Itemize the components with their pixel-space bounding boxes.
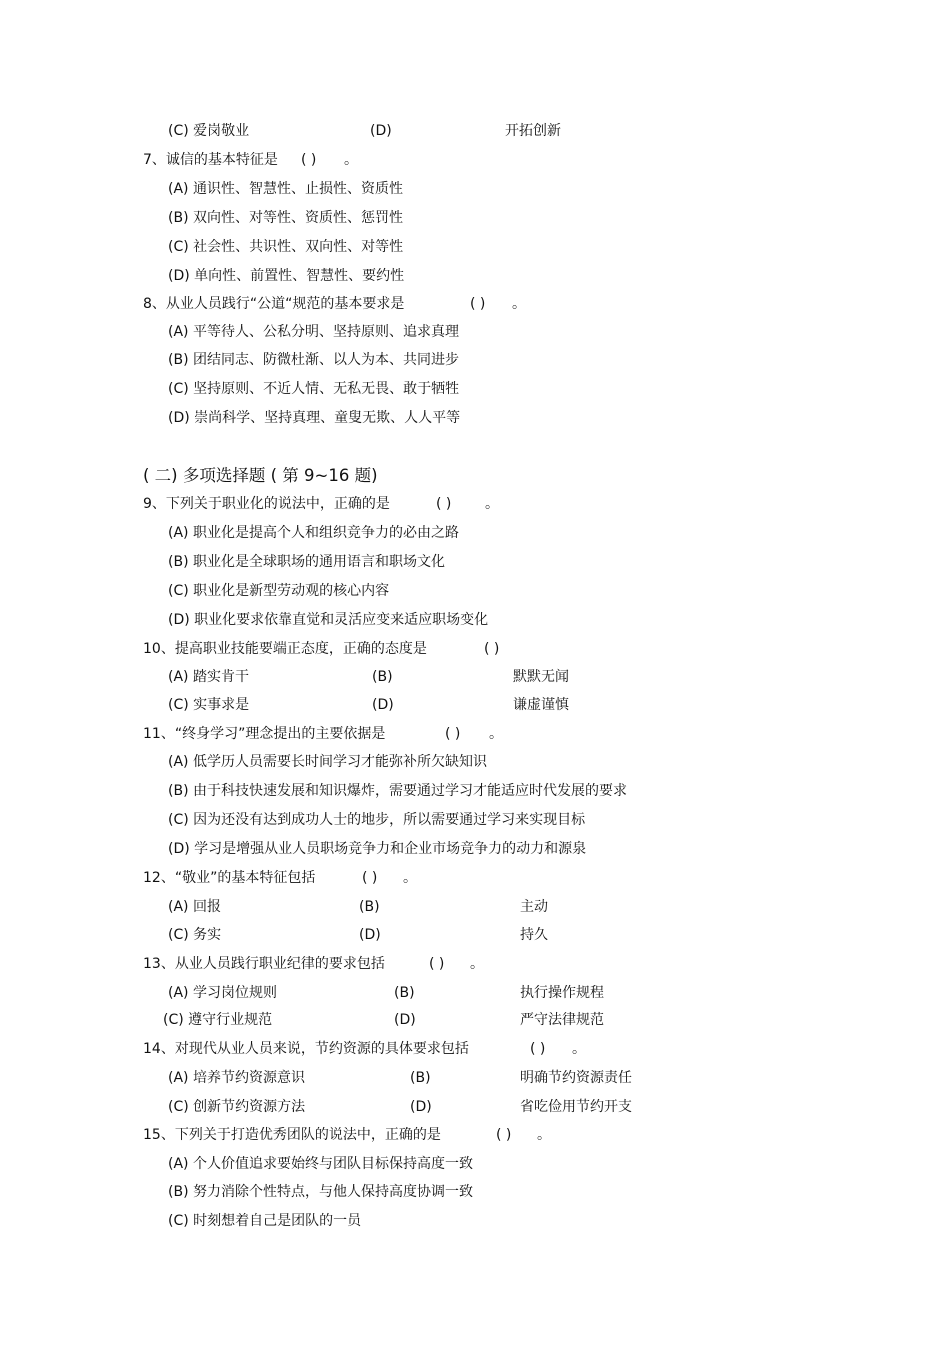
q9-option-d: (D) 职业化要求依靠直觉和灵活应变来适应职场变化 (168, 612, 489, 628)
q8-option-d: (D) 崇尚科学、坚持真理、童叟无欺、人人平等 (168, 410, 461, 426)
q13-option-c: (C) 遵守行业规范 (163, 1012, 273, 1028)
q12-end: 。 (403, 870, 417, 886)
q6-option-d-text: 开拓创新 (505, 123, 561, 139)
q14-option-b-text: 明确节约资源责任 (520, 1070, 632, 1086)
q7-option-b: (B) 双向性、对等性、资质性、惩罚性 (168, 210, 403, 226)
q8-option-c: (C) 坚持原则、不近人情、无私无畏、敢于牺牲 (168, 381, 460, 397)
q14-end: 。 (572, 1041, 586, 1057)
q12-option-a: (A) 回报 (168, 899, 221, 915)
q11-answer-paren: ( ) (445, 726, 461, 742)
q11-option-b: (B) 由于科技快速发展和知识爆炸，需要通过学习才能适应时代发展的要求 (168, 783, 627, 799)
q8-stem: 8、从业人员践行“公道“规范的基本要求是 (143, 296, 405, 312)
q10-option-c: (C) 实事求是 (168, 697, 250, 713)
q7-option-a: (A) 通识性、智慧性、止损性、资质性 (168, 181, 403, 197)
q12-stem: 12、“敬业”的基本特征包括 (143, 870, 316, 886)
q6-option-c: (C) 爱岗敬业 (168, 123, 250, 139)
q10-answer-paren: ( ) (484, 641, 500, 657)
q11-option-a: (A) 低学历人员需要长时间学习才能弥补所欠缺知识 (168, 754, 487, 770)
q13-option-a: (A) 学习岗位规则 (168, 985, 277, 1001)
q9-answer-paren: ( ) (436, 496, 452, 512)
q13-option-d-text: 严守法律规范 (520, 1012, 604, 1028)
q10-stem: 10、提高职业技能要端正态度，正确的态度是 (143, 641, 427, 657)
q14-option-a: (A) 培养节约资源意识 (168, 1070, 305, 1086)
q14-stem: 14、对现代从业人员来说，节约资源的具体要求包括 (143, 1041, 469, 1057)
q8-option-b: (B) 团结同志、防微杜渐、以人为本、共同进步 (168, 352, 459, 368)
q15-option-c: (C) 时刻想着自己是团队的一员 (168, 1213, 362, 1229)
q9-stem: 9、下列关于职业化的说法中，正确的是 (143, 496, 390, 512)
q13-end: 。 (470, 956, 484, 972)
q12-answer-paren: ( ) (362, 870, 378, 886)
q14-option-d-text: 省吃俭用节约开支 (520, 1099, 632, 1115)
q8-option-a: (A) 平等待人、公私分明、坚持原则、追求真理 (168, 324, 459, 340)
q12-option-d-text: 持久 (520, 927, 548, 943)
q10-option-b-label: (B) (372, 669, 393, 685)
q7-answer-paren: ( ) (301, 152, 317, 168)
q12-option-b-label: (B) (359, 899, 380, 915)
q13-option-d-label: (D) (394, 1012, 416, 1028)
q8-end: 。 (512, 296, 526, 312)
q8-answer-paren: ( ) (470, 296, 486, 312)
q14-option-d-label: (D) (410, 1099, 432, 1115)
q7-option-d: (D) 单向性、前置性、智慧性、要约性 (168, 268, 405, 284)
q15-option-a: (A) 个人价值追求要始终与团队目标保持高度一致 (168, 1156, 473, 1172)
q12-option-d-label: (D) (359, 927, 381, 943)
q11-end: 。 (489, 726, 503, 742)
q10-option-b-text: 默默无闻 (513, 669, 569, 685)
section-heading: ( 二) 多项选择题 ( 第 9~16 题) (143, 466, 378, 485)
q9-option-a: (A) 职业化是提高个人和组织竞争力的必由之路 (168, 525, 459, 541)
q7-end: 。 (344, 152, 358, 168)
q11-option-d: (D) 学习是增强从业人员职场竞争力和企业市场竞争力的动力和源泉 (168, 841, 587, 857)
q13-answer-paren: ( ) (429, 956, 445, 972)
q15-stem: 15、下列关于打造优秀团队的说法中，正确的是 (143, 1127, 441, 1143)
q7-stem: 7、诚信的基本特征是 (143, 152, 278, 168)
q9-end: 。 (485, 496, 499, 512)
q10-option-d-text: 谦虚谨慎 (513, 697, 569, 713)
q14-option-c: (C) 创新节约资源方法 (168, 1099, 306, 1115)
q15-option-b: (B) 努力消除个性特点，与他人保持高度协调一致 (168, 1184, 473, 1200)
q15-answer-paren: ( ) (496, 1127, 512, 1143)
q13-option-b-text: 执行操作规程 (520, 985, 604, 1001)
q13-stem: 13、从业人员践行职业纪律的要求包括 (143, 956, 385, 972)
q9-option-c: (C) 职业化是新型劳动观的核心内容 (168, 583, 390, 599)
q13-option-b-label: (B) (394, 985, 415, 1001)
q10-option-a: (A) 踏实肯干 (168, 669, 249, 685)
q14-answer-paren: ( ) (530, 1041, 546, 1057)
q12-option-c: (C) 务实 (168, 927, 222, 943)
q12-option-b-text: 主动 (520, 899, 548, 915)
q14-option-b-label: (B) (410, 1070, 431, 1086)
q11-stem: 11、“终身学习”理念提出的主要依据是 (143, 726, 386, 742)
q9-option-b: (B) 职业化是全球职场的通用语言和职场文化 (168, 554, 445, 570)
q6-option-d-label: (D) (370, 123, 392, 139)
q7-option-c: (C) 社会性、共识性、双向性、对等性 (168, 239, 404, 255)
q15-end: 。 (537, 1127, 551, 1143)
q10-option-d-label: (D) (372, 697, 394, 713)
q11-option-c: (C) 因为还没有达到成功人士的地步，所以需要通过学习来实现目标 (168, 812, 586, 828)
